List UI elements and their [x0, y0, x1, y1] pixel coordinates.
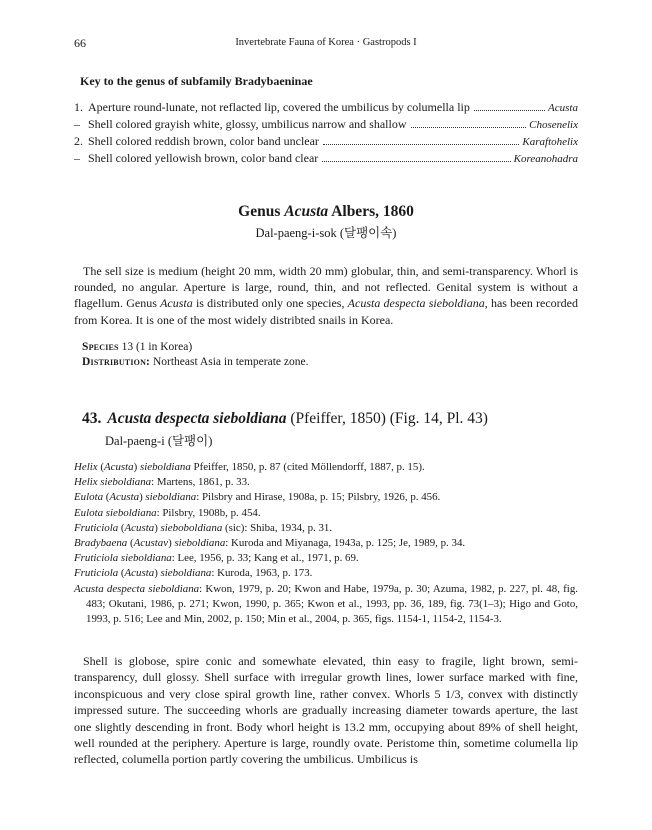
syn-citation: Pfeiffer, 1850, p. 87 (cited Möllendorff, 1887, p. 15).	[190, 461, 425, 473]
syn-punct: )	[154, 567, 161, 580]
syn-genus: Acusta despecta sieboldiana	[74, 582, 200, 595]
syn-genus: Bradybaena	[74, 537, 128, 550]
key-text: Shell colored grayish white, glossy, umbilicus narrow and shallow	[88, 117, 407, 131]
desc-text: is distributed only one species,	[192, 296, 348, 311]
desc-text: , has been recorded from Korea. It is one of the most widely distribted snails in Korea.	[74, 296, 579, 327]
species-value: 13 (1 in Korea)	[118, 341, 193, 353]
key-genus: Koreanohadra	[513, 153, 578, 165]
syn-citation: (sic): Shiba, 1934, p. 31.	[222, 521, 333, 534]
key-marker: –	[74, 117, 80, 131]
key-genus: Karaftohelix	[522, 136, 578, 148]
species-subtitle: Dal-paeng-i (달팽이)	[105, 434, 213, 448]
distribution-line	[82, 355, 308, 370]
genus-title-name: Acusta	[284, 203, 329, 220]
syn-punct: (	[118, 567, 125, 580]
key-heading: Key to the genus of subfamily Bradybaeninae	[80, 74, 313, 88]
synonym-entry	[74, 551, 578, 566]
syn-species: sieboldiana	[145, 491, 197, 504]
syn-genus: Fruticiola	[74, 521, 119, 534]
syn-genus: Eulota sieboldiana	[74, 506, 157, 519]
syn-subgenus: Acusta	[124, 567, 155, 580]
syn-citation: : Pilsbry and Hirase, 1908a, p. 15; Pilsbry, 1926, p. 456.	[196, 491, 441, 504]
desc-italic: Acusta despecta sieboldiana	[347, 296, 485, 311]
syn-species: sieboldiana	[160, 567, 212, 580]
genus-title-prefix: Genus	[238, 203, 285, 220]
distribution-label: Distribution:	[82, 356, 151, 368]
syn-citation: : Lee, 1956, p. 33; Kang et al., 1971, p. 69.	[171, 552, 359, 565]
key-row	[74, 116, 578, 133]
synonym-entry	[74, 566, 578, 581]
syn-subgenus: Acusta	[109, 491, 140, 504]
genus-title-author: Albers, 1860	[328, 203, 414, 220]
species-info	[82, 340, 308, 370]
species-author: (Pfeiffer, 1850) (Fig. 14, Pl. 43)	[286, 410, 488, 427]
dot-leader	[322, 161, 510, 162]
key-marker: –	[74, 151, 80, 165]
synonymy-list	[74, 460, 578, 627]
key-marker: 2.	[74, 134, 83, 148]
dot-leader	[474, 110, 545, 111]
syn-citation: : Kuroda, 1963, p. 173.	[211, 567, 313, 580]
genus-description	[74, 263, 578, 328]
syn-punct: )	[139, 491, 146, 504]
running-header	[74, 36, 578, 52]
syn-punct: )	[154, 521, 161, 534]
syn-punct: )	[133, 461, 140, 473]
key-row	[74, 99, 578, 116]
dot-leader	[411, 127, 527, 128]
syn-genus: Fruticiola sieboldiana	[74, 552, 172, 565]
key-text: Shell colored yellowish brown, color band clear	[88, 151, 319, 165]
genus-key	[74, 99, 578, 167]
page-number: 66	[74, 36, 86, 50]
syn-subgenus: Acusta	[103, 461, 134, 473]
synonym-entry	[74, 490, 578, 505]
desc-italic: Acusta	[160, 296, 193, 311]
syn-genus: Helix sieboldiana	[74, 476, 152, 489]
genus-title	[0, 203, 652, 221]
synonym-entry	[74, 521, 578, 536]
distribution-value: Northeast Asia in temperate zone.	[150, 356, 309, 368]
syn-punct: )	[168, 537, 175, 550]
desc-text: The sell size is medium (height 20 mm, width 20 mm) globular, thin, and semi-transparency. Whorl is rounded, no angular. Aperture is large, round, thin, and not reflected. Genital system is without a flagellum. Genus	[74, 264, 578, 311]
synonym-entry	[74, 536, 578, 551]
syn-punct: (	[118, 521, 125, 534]
key-genus: Acusta	[548, 102, 578, 114]
syn-citation: : Martens, 1861, p. 33.	[151, 476, 250, 489]
syn-genus: Eulota	[74, 491, 104, 504]
key-genus: Chosenelix	[529, 119, 578, 131]
species-count-line	[82, 340, 308, 355]
key-row	[74, 133, 578, 150]
species-title	[82, 410, 488, 428]
syn-species: sieboldiana	[174, 537, 226, 550]
species-number: 43.	[82, 410, 102, 427]
key-marker: 1.	[74, 100, 83, 114]
syn-genus: Fruticiola	[74, 567, 119, 580]
species-description: Shell is globose, spire conic and somewhate elevated, thin easy to fragile, light brown, semi-transparency, dull glossy. Shell surface with irregular growth lines, lower surface marked with fine, inconspicuous and very close spiral growth line, rather convex. Whorls 5 1/3, convex with distinctly impressed suture. The succeeding whorls are gradually increasing diameter towards aperture, the last one slightly descending in front. Body whorl height is 13.2 mm, occupying about 89% of shell height, well rounded at the periphery. Aperture is large, roundly ovate. Peristome thin, sometime columella lip reflected, columella portion partly covering the umbilicus. Umbilicus is	[74, 654, 578, 767]
syn-subgenus: Acusta	[124, 521, 155, 534]
dot-leader	[323, 144, 519, 145]
syn-punct: (	[127, 537, 134, 550]
syn-citation: : Kwon, 1979, p. 20; Kwon and Habe, 1979a, p. 30; Azuma, 1982, p. 227, pl. 48, fig. 483; Okutani, 1986, p. 271; Kwon, 1990, p. 365; Kwon et al., 1993, pp. 36, 189, fig. 73(1–3); Higo and Goto, 1993, p. 516; Lee and Min, 2002, p. 150; Min et al., 2004, p. 365, figs. 1154-1, 1154-2, 1154-3.	[86, 582, 579, 626]
species-name: Acusta despecta sieboldiana	[107, 410, 287, 427]
key-text: Aperture round-lunate, not reflacted lip, covered the umbilicus by columella lip	[88, 100, 470, 114]
running-title: Invertebrate Fauna of Korea · Gastropods I	[235, 37, 417, 48]
syn-punct: (	[97, 461, 104, 473]
synonym-entry	[74, 475, 578, 490]
syn-subgenus: Acustav	[133, 537, 169, 550]
syn-punct: (	[103, 491, 110, 504]
genus-subtitle: Dal-paeng-i-sok (달팽이속)	[255, 226, 397, 240]
syn-citation: : Pilsbry, 1908b, p. 454.	[156, 506, 261, 519]
key-row	[74, 150, 578, 167]
syn-genus: Helix	[74, 461, 98, 473]
species-label: Species	[82, 341, 119, 353]
synonym-entry	[74, 506, 578, 521]
key-text: Shell colored reddish brown, color band unclear	[88, 134, 319, 148]
syn-citation: : Kuroda and Miyanaga, 1943a, p. 125; Je, 1989, p. 34.	[225, 537, 466, 550]
synonym-entry	[74, 460, 578, 475]
syn-species: sieboboldiana	[160, 521, 223, 534]
synonym-entry	[74, 582, 578, 628]
syn-species: sieboldiana	[139, 461, 191, 473]
